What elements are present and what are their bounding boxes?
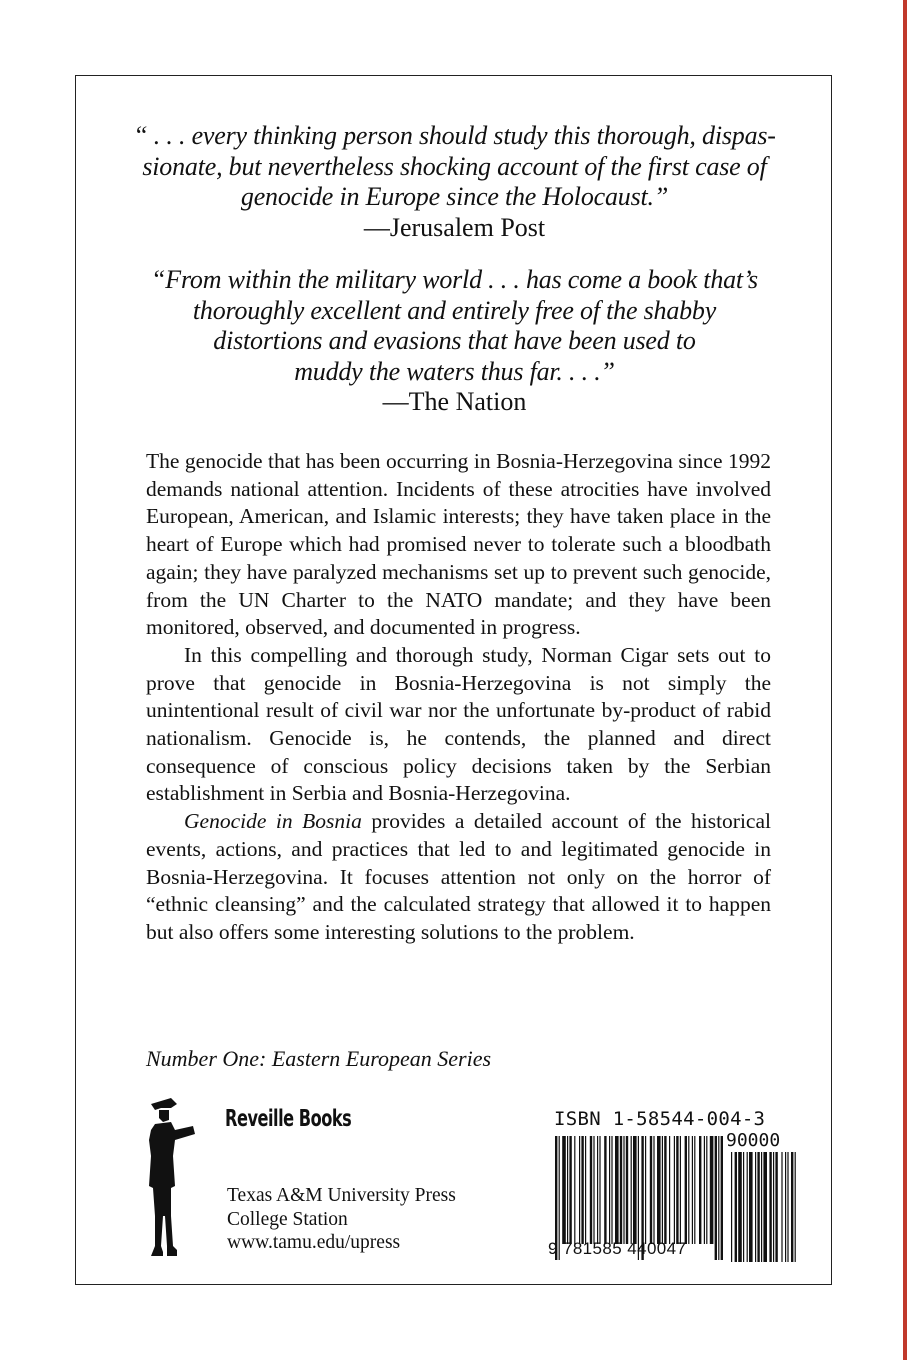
barcode-bar	[579, 1136, 580, 1244]
barcode-bar	[710, 1136, 714, 1244]
price-barcode-bar	[785, 1152, 786, 1262]
imprint-name: Reveille Books	[225, 1106, 352, 1132]
barcode-bar	[676, 1136, 678, 1244]
barcode-bar	[631, 1136, 632, 1244]
publisher-info	[227, 1184, 456, 1255]
price-barcode-bar	[735, 1152, 737, 1262]
series-name: Number One: Eastern European Series	[146, 1046, 492, 1071]
barcode-bar	[692, 1136, 693, 1244]
barcode-bar	[620, 1136, 622, 1244]
barcode-bar	[669, 1136, 670, 1244]
barcode-bar	[626, 1136, 628, 1244]
barcode-bar	[581, 1136, 583, 1244]
price-barcode-bar	[738, 1152, 742, 1262]
barcode-bar	[623, 1136, 624, 1244]
quote-2-line-2: thoroughly excellent and entirely free of the shabby	[192, 295, 717, 325]
publisher-url: www.tamu.edu/upress	[227, 1232, 401, 1253]
price-barcode-bar	[787, 1152, 788, 1262]
price-barcode-bar	[791, 1152, 793, 1262]
price-barcode-bar	[731, 1152, 732, 1262]
description-paragraph-3	[146, 808, 771, 947]
barcode-bar	[597, 1136, 598, 1244]
price-barcode-bar	[775, 1152, 777, 1262]
barcode-bar	[633, 1136, 637, 1244]
quote-2-source: —The Nation	[382, 387, 527, 416]
barcode-bar	[562, 1136, 566, 1244]
price-barcode-bar	[769, 1152, 771, 1262]
barcode-bar	[704, 1136, 705, 1244]
barcode-bar	[645, 1136, 646, 1244]
price-barcode-bar	[795, 1152, 796, 1262]
back-cover-frame	[75, 75, 832, 1285]
isbn-number: ISBN 1-58544-004-3	[554, 1108, 766, 1130]
barcode-bar	[653, 1136, 654, 1244]
barcode-bar	[699, 1136, 701, 1244]
price-barcode-bar	[781, 1152, 782, 1262]
barcode-bar	[611, 1136, 612, 1244]
quote-2-line-3: distortions and evasions that have been used to	[213, 326, 696, 355]
quote-1-source: —Jerusalem Post	[363, 212, 546, 242]
quote-2-line-1: “From within the military world . . . has come a book that’s	[151, 265, 758, 294]
barcode-bar	[650, 1136, 652, 1244]
barcode-bar	[604, 1136, 606, 1244]
price-barcode-bar	[757, 1152, 759, 1262]
price-barcode-bar	[763, 1152, 767, 1262]
publisher-city: College Station	[227, 1208, 348, 1230]
spine-accent-strip	[903, 0, 907, 1360]
barcode-bar	[718, 1136, 719, 1260]
price-barcode-bar	[755, 1152, 756, 1262]
barcode-bar	[569, 1136, 571, 1244]
review-quote-2	[76, 265, 833, 417]
price-barcode-bar	[747, 1152, 748, 1262]
barcode-bar	[674, 1136, 675, 1244]
barcode-bar	[694, 1136, 695, 1244]
description-paragraph-3-text: provides a detailed account of the historical events, actions, and practices that led to and legitimated genocide in Bosnia-Herzegovina. It focuses attention not only on the horror of “ethnic cleansing” and the calculated strategy that allowed it to happen but also offers some interesting solutions to the problem.	[146, 809, 771, 944]
barcode-bar	[574, 1136, 575, 1244]
barcode-bar	[715, 1136, 717, 1260]
barcode-bar	[609, 1136, 610, 1244]
bugler-silhouette-icon	[141, 1096, 196, 1258]
price-barcode-bar	[749, 1152, 753, 1262]
description-paragraph-2: In this compelling and thorough study, Norman Cigar sets out to prove that genocide in Bosnia-Herzegovina is not simply the unintentional result of civil war nor the unfortunate by-product of rabid nationalism. Genocide is, he contends, the planned and direct consequence of conscious policy decisions taken by the Serbian establishment in Serbia and Bosnia-Herzegovina.	[146, 642, 771, 806]
barcode-bar	[590, 1136, 592, 1244]
barcode-bar	[599, 1136, 600, 1244]
review-quote-1	[76, 121, 833, 243]
book-title-italic: Genocide in Bosnia	[184, 809, 362, 834]
barcode-bar	[664, 1136, 666, 1244]
quote-1-line-1: “ . . . every thinking person should study this thorough, dispas-	[133, 121, 776, 150]
barcode-bar	[567, 1136, 568, 1244]
ean-digits: 9 781585 440047	[548, 1239, 687, 1258]
barcode-bar	[615, 1136, 619, 1244]
quote-1-line-3: genocide in Europe since the Holocaust.”	[240, 182, 669, 211]
price-code: 90000	[726, 1130, 781, 1151]
barcode-bar	[585, 1136, 586, 1244]
barcode-bar	[593, 1136, 594, 1244]
book-description	[146, 448, 771, 947]
price-barcode-bar	[743, 1152, 744, 1262]
publisher-name: Texas A&M University Press	[227, 1185, 456, 1206]
price-barcode-bar	[761, 1152, 762, 1262]
quote-1-line-2: sionate, but nevertheless shocking account of the first case of	[142, 151, 767, 181]
barcode-bar	[688, 1136, 689, 1244]
barcode-bar	[662, 1136, 663, 1244]
barcode-bar	[685, 1136, 687, 1244]
quote-2-line-4: muddy the waters thus far. . . .”	[294, 356, 615, 386]
description-paragraph-1: The genocide that has been occurring in Bosnia-Herzegovina since 1992 demands national attention. Incidents of these atrocities have involved European, American, and Islamic interests; they have taken place in the heart of Europe which had promised never to tolerate such a bloodbath again; they have paralyzed mechanisms set up to prevent such genocide, from the UN Charter to the NATO mandate; and they have been monitored, observed, and documented in progress.	[146, 449, 771, 640]
barcode-bar	[721, 1136, 723, 1260]
barcode-bar	[706, 1136, 707, 1244]
barcode-bar	[657, 1136, 661, 1244]
price-barcode-bar	[773, 1152, 774, 1262]
barcode-bar	[680, 1136, 681, 1244]
